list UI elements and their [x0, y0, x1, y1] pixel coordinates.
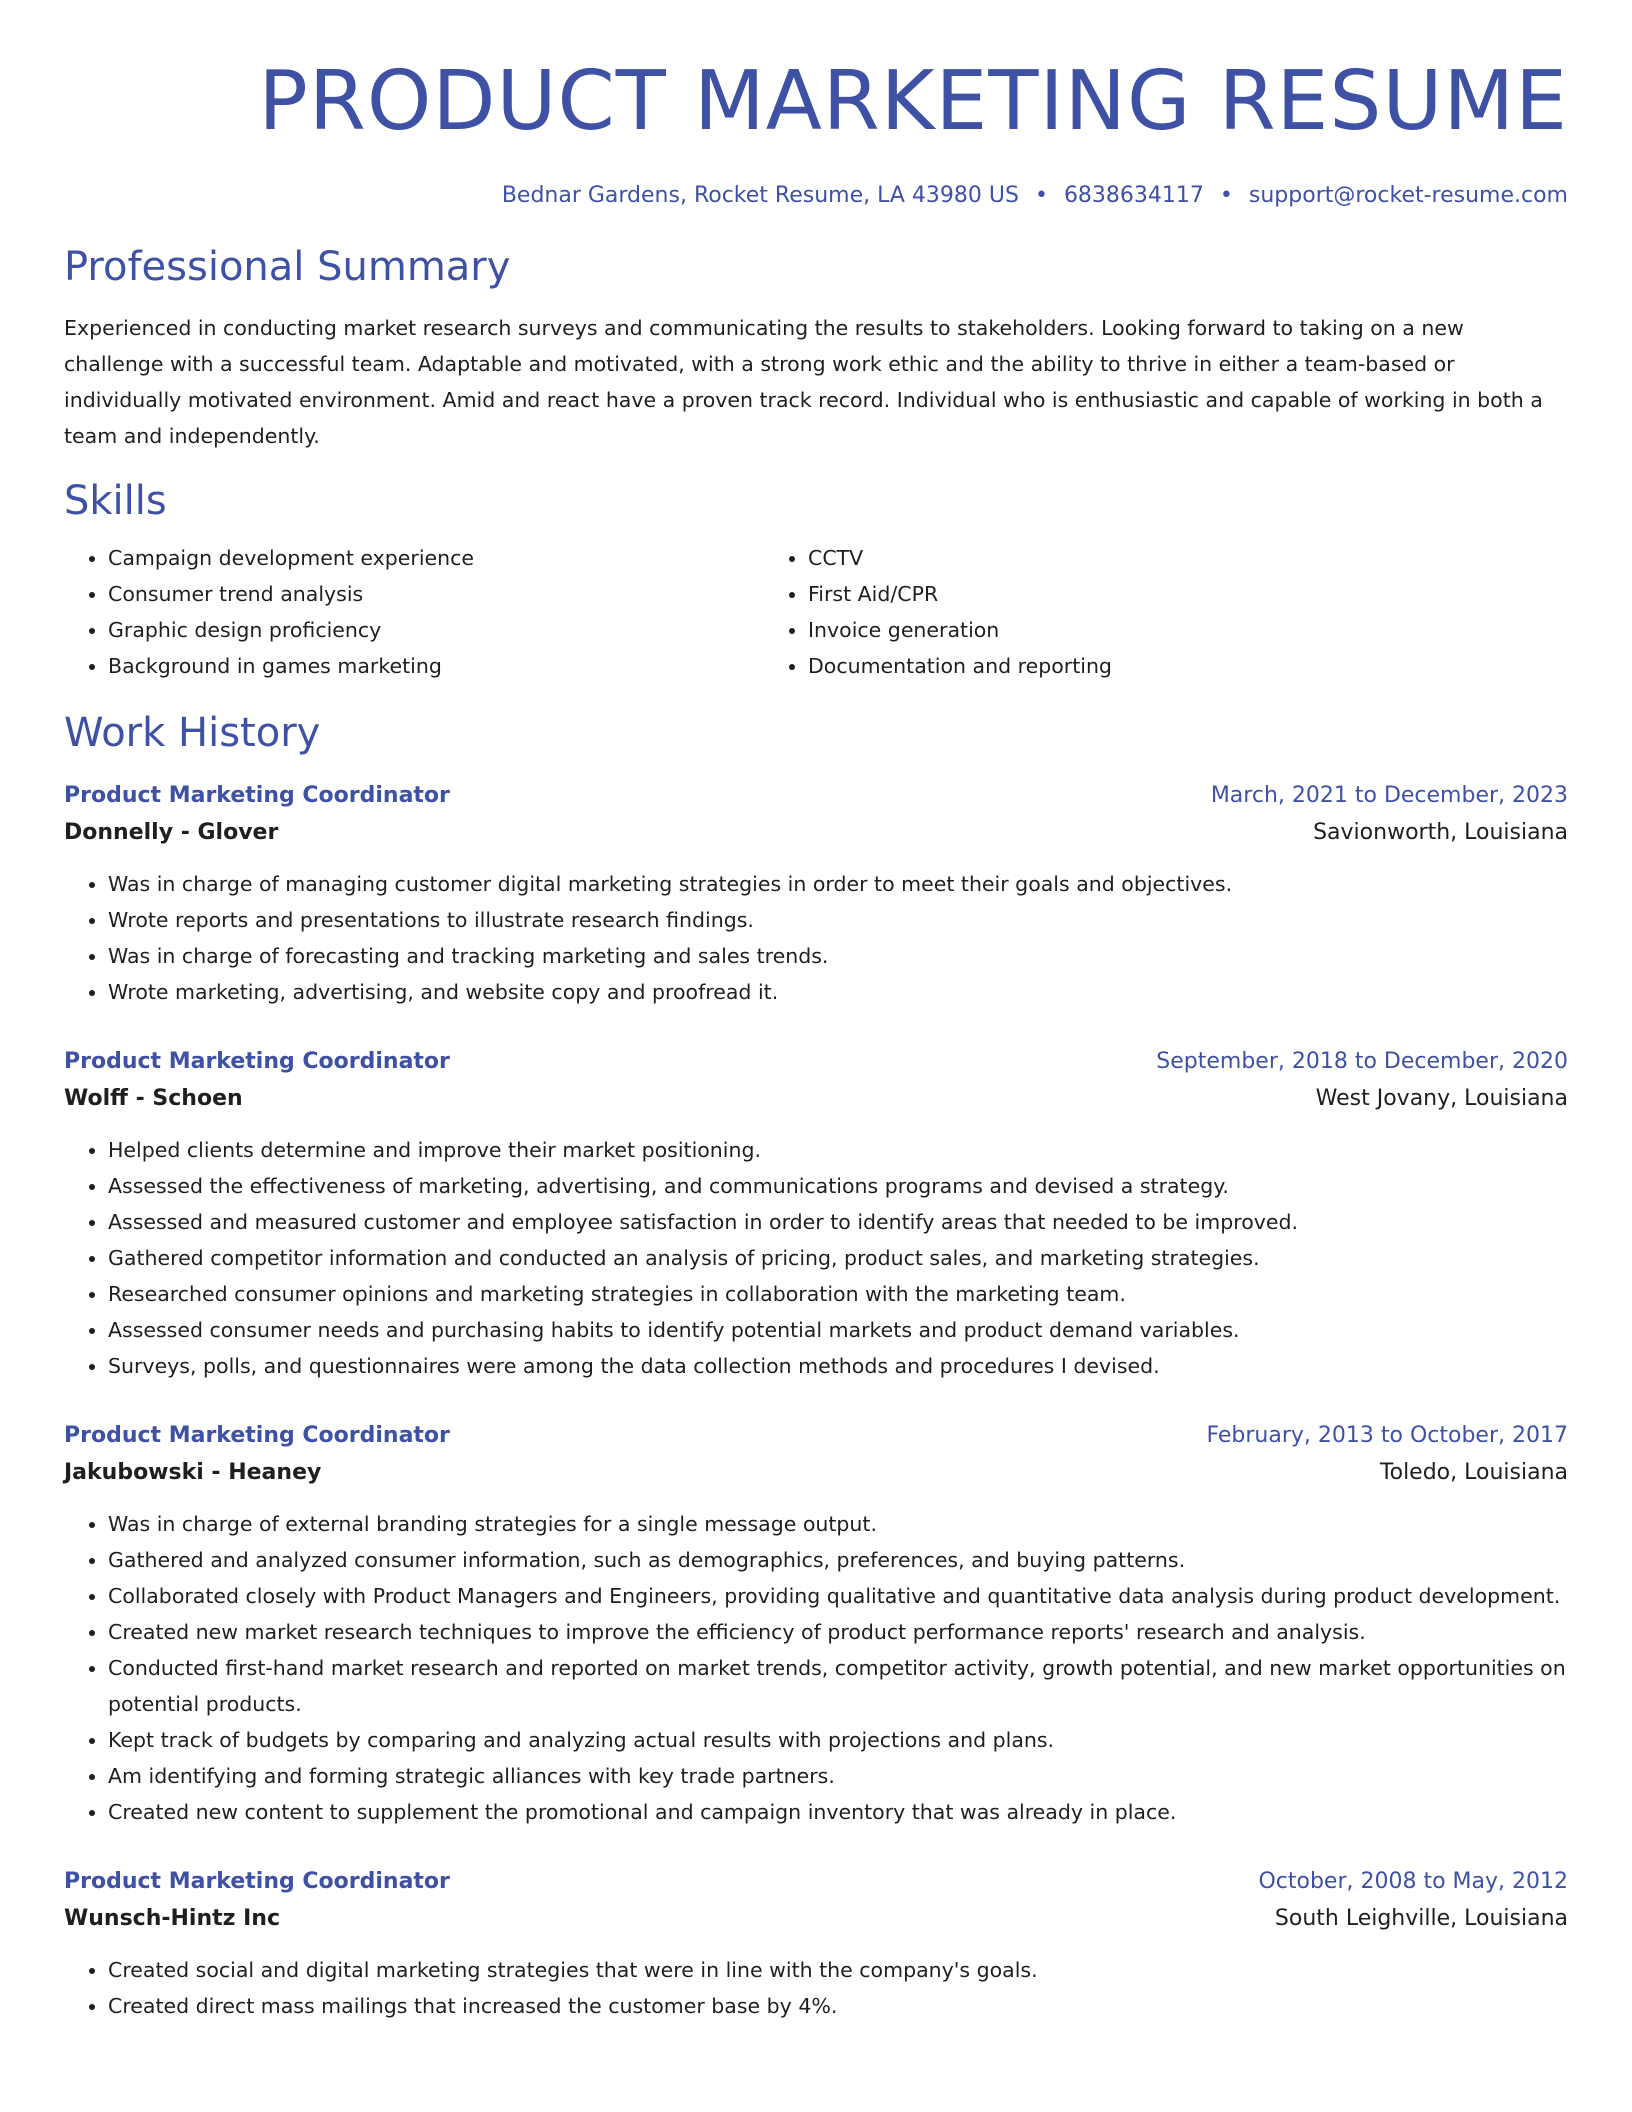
job-dates: October, 2008 to May, 2012: [1258, 1869, 1568, 1894]
job-bullet: • Collaborated closely with Product Managers and Engineers, providing qualitative and quantitative data analysis during product development.: [108, 1578, 1568, 1614]
job-bullets: [64, 1132, 1568, 1384]
job-bullet: • Researched consumer opinions and marketing strategies in collaboration with the marketing team.: [108, 1276, 1568, 1312]
job-bullets: [64, 866, 1568, 1010]
job-location: West Jovany, Louisiana: [1315, 1086, 1568, 1111]
job-dates: September, 2018 to December, 2020: [1156, 1049, 1568, 1074]
skill-item: • Invoice generation: [808, 612, 1568, 648]
contact-phone: 6838634117: [1063, 183, 1204, 208]
job-bullet: • Wrote marketing, advertising, and website copy and proofread it.: [108, 974, 1568, 1010]
job-bullet: • Created new content to supplement the promotional and campaign inventory that was already in place.: [108, 1794, 1568, 1830]
job-bullet: • Helped clients determine and improve their market positioning.: [108, 1132, 1568, 1168]
skills-list: [64, 540, 1568, 684]
job-bullet: • Was in charge of forecasting and tracking marketing and sales trends.: [108, 938, 1568, 974]
job-entry: [64, 778, 1568, 1010]
page-title: PRODUCT MARKETING RESUME: [258, 54, 1568, 149]
job-location: South Leighville, Louisiana: [1274, 1906, 1568, 1931]
skill-item: • First Aid/CPR: [808, 576, 1568, 612]
contact-separator: •: [1034, 183, 1048, 208]
contact-email: support@rocket-resume.com: [1248, 183, 1568, 208]
job-bullet: • Gathered and analyzed consumer information, such as demographics, preferences, and buying patterns.: [108, 1542, 1568, 1578]
job-bullet: • Was in charge of external branding strategies for a single message output.: [108, 1506, 1568, 1542]
job-dates: March, 2021 to December, 2023: [1210, 783, 1568, 808]
contact-separator: •: [1219, 183, 1233, 208]
job-title: Product Marketing Coordinator: [64, 1423, 450, 1448]
job-bullets: [64, 1952, 1568, 2024]
company-name: Donnelly - Glover: [64, 820, 279, 845]
job-entry: [64, 1418, 1568, 1830]
job-bullet: • Assessed the effectiveness of marketing, advertising, and communications programs and devised a strategy.: [108, 1168, 1568, 1204]
job-bullet: • Gathered competitor information and conducted an analysis of pricing, product sales, and marketing strategies.: [108, 1240, 1568, 1276]
job-location: Toledo, Louisiana: [1379, 1460, 1568, 1485]
job-bullet: • Surveys, polls, and questionnaires were among the data collection methods and procedures I devised.: [108, 1348, 1568, 1384]
job-entry: [64, 1864, 1568, 2024]
job-title: Product Marketing Coordinator: [64, 1049, 450, 1074]
job-location: Savionworth, Louisiana: [1313, 820, 1568, 845]
skill-item: • Campaign development experience: [108, 540, 762, 576]
company-name: Wolff - Schoen: [64, 1086, 243, 1111]
skill-item: • Graphic design proficiency: [108, 612, 762, 648]
resume-page: [64, 0, 1568, 2024]
job-bullet: • Conducted first-hand market research and reported on market trends, competitor activity, growth potential, and new market opportunities on potential products.: [108, 1650, 1568, 1722]
job-bullet: • Was in charge of managing customer digital marketing strategies in order to meet their goals and objectives.: [108, 866, 1568, 902]
resume-header: [64, 0, 1568, 212]
skill-item: • Background in games marketing: [108, 648, 762, 684]
job-bullet: • Kept track of budgets by comparing and analyzing actual results with projections and plans.: [108, 1722, 1568, 1758]
job-bullet: • Assessed and measured customer and employee satisfaction in order to identify areas that needed to be improved.: [108, 1204, 1568, 1240]
skills-heading: Skills: [64, 478, 167, 524]
job-bullet: • Created direct mass mailings that increased the customer base by 4%.: [108, 1988, 1568, 2024]
skill-item: • Consumer trend analysis: [108, 576, 762, 612]
summary-text: Experienced in conducting market research surveys and communicating the results to stakeholders. Looking forward to taking on a new challenge with a successful team. Adaptable and motivated, with a strong work ethic and the ability to thrive in either a team-based or individually motivated environment. Amid and react have a proven track record. Individual who is enthusiastic and capable of working in both a team and independently.: [64, 316, 1543, 448]
job-entry: [64, 1044, 1568, 1384]
skills-column-right: [762, 540, 1568, 684]
job-bullet: • Created social and digital marketing strategies that were in line with the company's goals.: [108, 1952, 1568, 1988]
job-bullet: • Wrote reports and presentations to illustrate research findings.: [108, 902, 1568, 938]
job-bullet: • Am identifying and forming strategic alliances with key trade partners.: [108, 1758, 1568, 1794]
job-bullets: [64, 1506, 1568, 1830]
summary-heading: Professional Summary: [64, 244, 511, 290]
job-bullet: • Assessed consumer needs and purchasing habits to identify potential markets and product demand variables.: [108, 1312, 1568, 1348]
skill-item: • Documentation and reporting: [808, 648, 1568, 684]
contact-line: [64, 180, 1568, 212]
company-name: Jakubowski - Heaney: [64, 1460, 322, 1485]
job-title: Product Marketing Coordinator: [64, 1869, 450, 1894]
company-name: Wunsch-Hintz Inc: [64, 1906, 281, 1931]
contact-address: Bednar Gardens, Rocket Resume, LA 43980 US: [501, 183, 1019, 208]
job-bullet: • Created new market research techniques to improve the efficiency of product performance reports' research and analysis.: [108, 1614, 1568, 1650]
work-history-heading: Work History: [64, 710, 321, 756]
job-title: Product Marketing Coordinator: [64, 783, 450, 808]
skill-item: • CCTV: [808, 540, 1568, 576]
job-dates: February, 2013 to October, 2017: [1206, 1423, 1568, 1448]
skills-column-left: [64, 540, 762, 684]
